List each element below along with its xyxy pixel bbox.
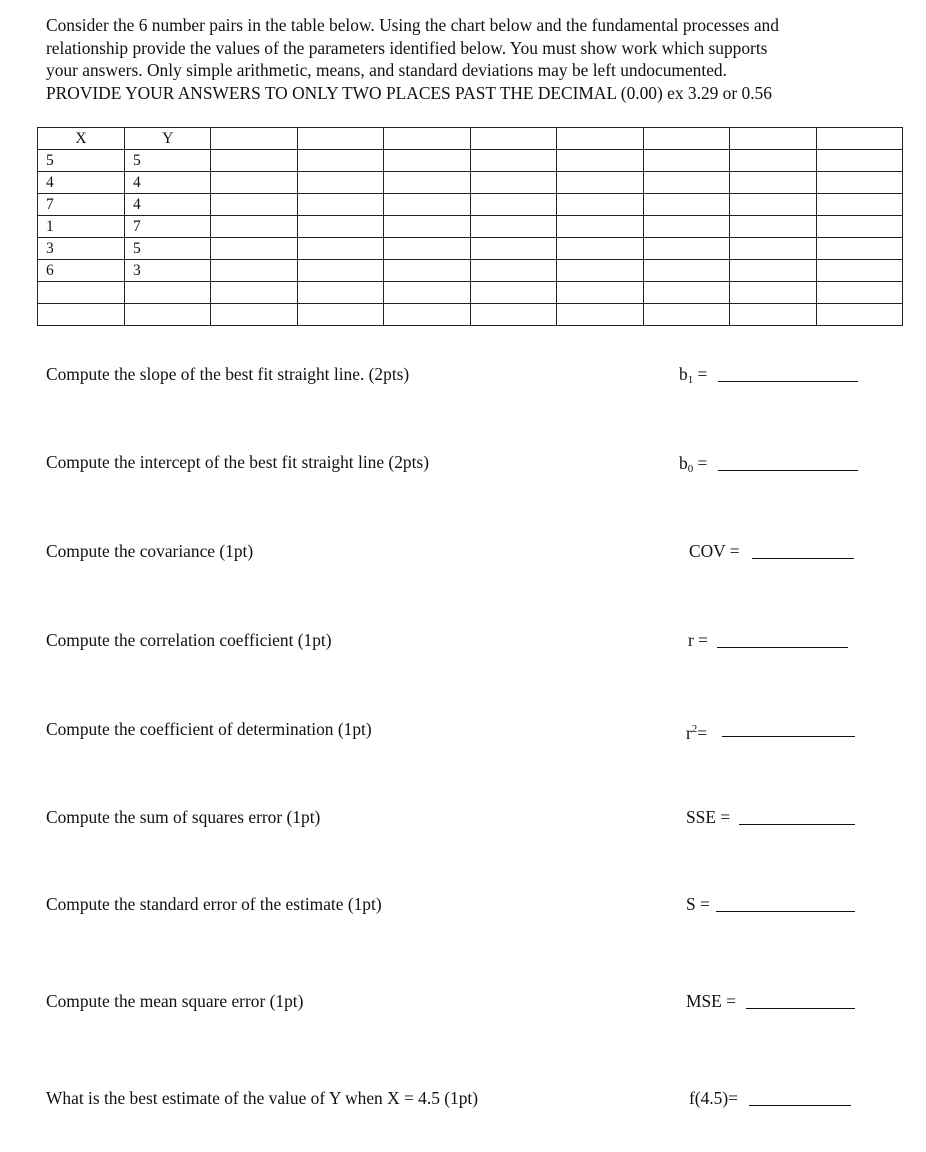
answer-blank-correlation[interactable] xyxy=(717,647,848,648)
y-value: 5 xyxy=(125,150,211,172)
instructions-line-3: your answers. Only simple arithmetic, means, and standard deviations may be left undocumented. xyxy=(46,60,727,80)
header-x: X xyxy=(38,128,125,150)
answer-blank-slope[interactable] xyxy=(718,381,858,382)
x-value: 1 xyxy=(38,216,125,238)
table-row xyxy=(38,238,903,260)
answer-blank-covariance[interactable] xyxy=(752,558,854,559)
x-value: 5 xyxy=(38,150,125,172)
instructions-line-4: PROVIDE YOUR ANSWERS TO ONLY TWO PLACES PAST THE DECIMAL (0.00) ex 3.29 or 0.56 xyxy=(46,82,772,103)
table-row xyxy=(38,216,903,238)
question-covariance: Compute the covariance (1pt) xyxy=(46,541,254,561)
y-value: 4 xyxy=(125,194,211,216)
y-value: 3 xyxy=(125,260,211,282)
x-value: 6 xyxy=(38,260,125,282)
empty-cell xyxy=(384,128,470,150)
table-row xyxy=(38,260,903,282)
x-value: 3 xyxy=(38,238,125,260)
answer-blank-intercept[interactable] xyxy=(718,470,858,471)
empty-cell xyxy=(816,128,903,150)
question-mse: Compute the mean square error (1pt) xyxy=(46,991,304,1011)
question-correlation: Compute the correlation coefficient (1pt) xyxy=(46,630,332,650)
empty-cell xyxy=(557,128,643,150)
answer-label-mse: MSE = xyxy=(686,991,736,1011)
answer-label-intercept: $b_0$ = xyxy=(679,453,708,475)
answer-blank-mse[interactable] xyxy=(746,1008,855,1009)
answer-blank-determination[interactable] xyxy=(722,736,855,737)
answer-blank-sse[interactable] xyxy=(739,824,855,825)
question-intercept: Compute the intercept of the best fit straight line (2pts) xyxy=(46,452,429,472)
x-value: 4 xyxy=(38,172,125,194)
answer-blank-estimate[interactable] xyxy=(749,1105,851,1106)
instructions xyxy=(46,14,906,104)
table-row xyxy=(38,194,903,216)
y-value: 4 xyxy=(125,172,211,194)
x-value: 7 xyxy=(38,194,125,216)
table-row xyxy=(38,172,903,194)
empty-cell xyxy=(470,128,556,150)
table-row-empty xyxy=(38,282,903,304)
question-determination: Compute the coefficient of determination (1pt) xyxy=(46,719,372,739)
y-value: 5 xyxy=(125,238,211,260)
table-header-row xyxy=(38,128,903,150)
empty-cell xyxy=(211,128,297,150)
y-value: 7 xyxy=(125,216,211,238)
empty-cell xyxy=(297,128,383,150)
question-slope: Compute the slope of the best fit straight line. (2pts) xyxy=(46,364,410,384)
data-table xyxy=(37,127,903,326)
answer-label-estimate: f(4.5)= xyxy=(689,1088,738,1108)
answer-label-correlation: r = xyxy=(688,630,708,650)
question-standard-error: Compute the standard error of the estimate (1pt) xyxy=(46,894,382,914)
answer-label-slope: $b_1$ = xyxy=(679,364,708,386)
table-row-empty xyxy=(38,304,903,326)
instructions-line-1: Consider the 6 number pairs in the table below. Using the chart below and the fundamental processes and xyxy=(46,15,779,35)
table-row xyxy=(38,150,903,172)
question-estimate: What is the best estimate of the value of Y when X = 4.5 (1pt) xyxy=(46,1088,479,1108)
question-sse: Compute the sum of squares error (1pt) xyxy=(46,807,321,827)
answer-blank-standard-error[interactable] xyxy=(716,911,855,912)
answer-label-sse: SSE = xyxy=(686,807,731,827)
answer-label-determination: $r^2=$ xyxy=(686,723,708,743)
answer-label-standard-error: S = xyxy=(686,894,710,914)
empty-cell xyxy=(730,128,816,150)
instructions-line-2: relationship provide the values of the parameters identified below. You must show work which supports xyxy=(46,37,768,58)
header-y: Y xyxy=(125,128,211,150)
answer-label-covariance: COV = xyxy=(689,541,740,561)
empty-cell xyxy=(643,128,729,150)
